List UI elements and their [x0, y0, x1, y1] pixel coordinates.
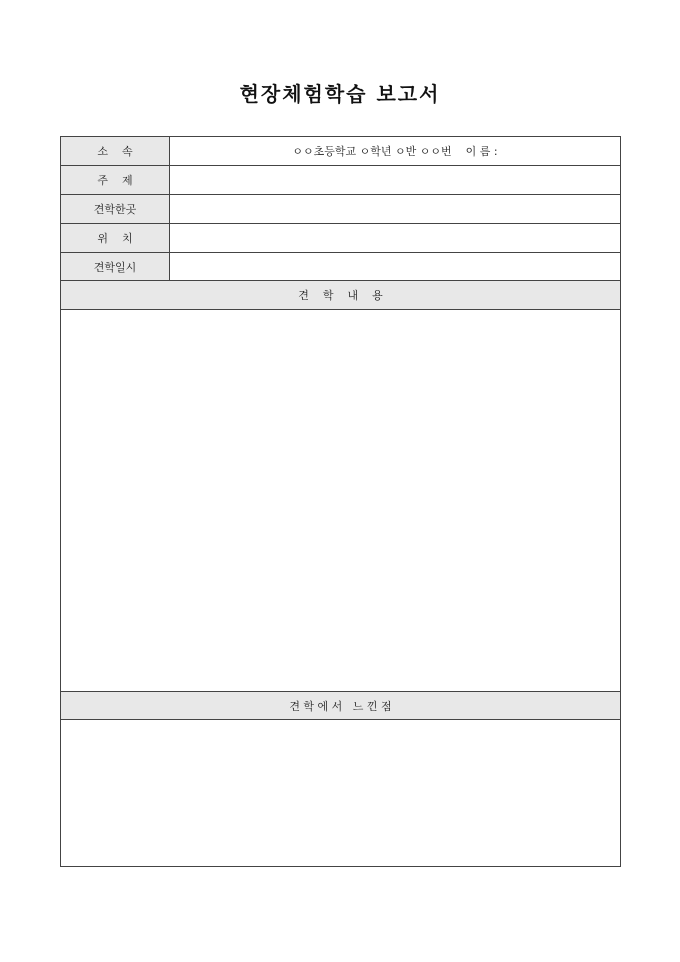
document-title: 현장체험학습 보고서 — [239, 82, 441, 106]
affiliation-label: 소 속 — [61, 137, 170, 165]
content-section-header: 견 학 내 용 — [61, 281, 620, 310]
place-label: 견학한곳 — [61, 195, 170, 223]
topic-label: 주 제 — [61, 166, 170, 194]
location-value[interactable] — [170, 224, 620, 252]
date-label: 견학일시 — [61, 253, 170, 280]
content-body[interactable] — [61, 310, 620, 692]
location-label: 위 치 — [61, 224, 170, 252]
impression-section-header: 견 학 에 서 느 낀 점 — [61, 692, 620, 720]
place-value[interactable] — [170, 195, 620, 223]
impression-body[interactable] — [61, 720, 620, 866]
affiliation-value[interactable]: ㅇㅇ초등학교 ㅇ학년 ㅇ반 ㅇㅇ번 이 름 : — [292, 145, 498, 158]
info-row-place — [61, 195, 620, 224]
info-row-date — [61, 253, 620, 281]
info-row-topic — [61, 166, 620, 195]
info-row-location — [61, 224, 620, 253]
topic-value[interactable] — [170, 166, 620, 194]
info-row-affiliation — [61, 137, 620, 166]
report-form — [60, 136, 621, 867]
date-value[interactable] — [170, 253, 620, 280]
